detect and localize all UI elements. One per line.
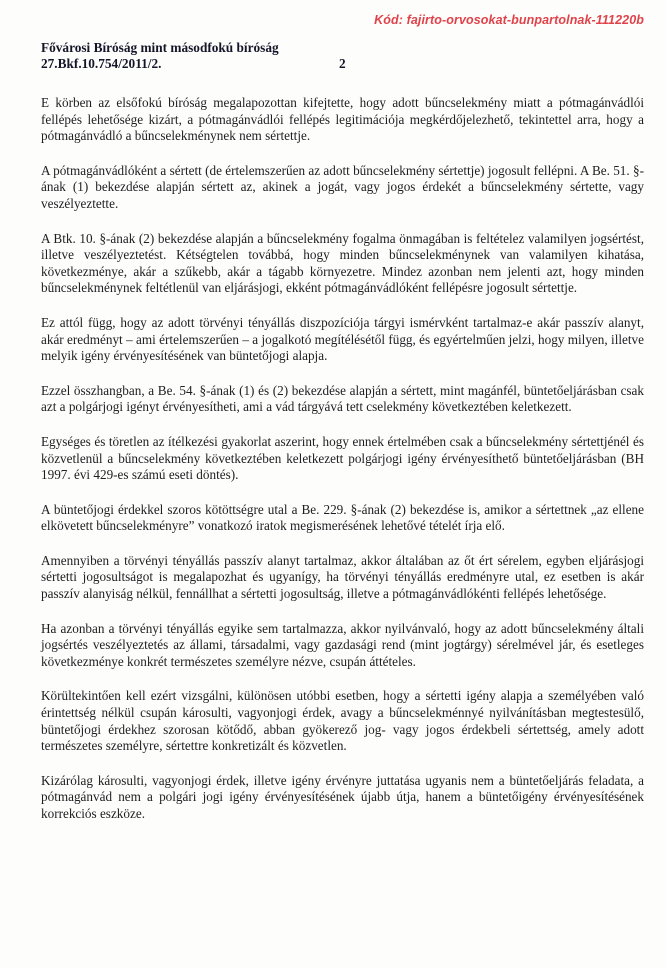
document-code-label: Kód: fajirto-orvosokat-bunpartolnak-111220b — [374, 13, 644, 27]
paragraph-8: Amennyiben a törvényi tényállás passzív alanyt tartalmaz, akkor általában az őt ért sérelem, egyben eljárásjogi sértetti jogosultságot is megalapozhat és ugyanígy, ha törvényi tényállás eredményre utal, ez esetben is akár passzív alanyiság nélkül, fennállhat a sértetti jogosultság, illetve a pótmagánvádlókénti fellépés lehetősége. — [41, 552, 644, 602]
page-number: 2 — [339, 56, 346, 71]
paragraph-10: Körültekintően kell ezért vizsgálni, különösen utóbbi esetben, hogy a sértetti igény alapja a személyében való érintettség nélkül csupán károsulti, vagyonjogi érdek, avagy a bűncselekménnyé nyilvánításban megtestesülő, büntetőjogi érdekhez szorosan kötődő, abban gyökerező jog- vagy jogos érdekbeli sértettség, amely adott természetes személyre, sértettre konkretizált és közvetlen. — [41, 688, 644, 754]
paragraph-6: Egységes és töretlen az ítélkezési gyakorlat aszerint, hogy ennek értelmében csak a bűncselekmény sértettjénél és közvetlenül a bűncselekmény következtében keletkezett polgárjogi igény érvényesíthető büntetőeljárásban (BH 1997. évi 429-es számú eseti döntés). — [41, 433, 644, 483]
document-header — [41, 40, 279, 72]
paragraph-5: Ezzel összhangban, a Be. 54. §-ának (1) és (2) bekezdése alapján a sértett, mint magánfél, büntetőeljárásban csak azt a polgárjogi igényt érvényesítheti, ami a vád tárgyává tett cselekmény következtében keletkezett. — [41, 382, 644, 415]
paragraph-11: Kizárólag károsulti, vagyonjogi érdek, illetve igény érvényre juttatása ugyanis nem a büntetőeljárás feladata, a pótmagánvád nem a polgári jogi igény érvényesítésének újabb útja, hanem a büntetőigény érvényesítésének korrekciós eszköze. — [41, 772, 644, 821]
paragraph-3: A Btk. 10. §-ának (2) bekezdése alapján a bűncselekmény fogalma önmagában is feltételez valamilyen jogsértést, illetve veszélyeztetést. Kétségtelen továbbá, hogy minden bűncselekménynek van valamilyen kihatása, következménye, akár a szűkebb, akár a tágabb környezetre. Mindez azonban nem jelenti azt, hogy minden bűncselekménynek feltétlenül van eljárásjogi, ekként pótmagánvádlóként fellépésre jogosult sértettje. — [41, 230, 644, 296]
paragraph-9: Ha azonban a törvényi tényállás egyike sem tartalmazza, akkor nyilvánvaló, hogy az adott bűncselekmény általi jogsértés veszélyeztetés az állami, társadalmi, vagy gazdasági rend (mint jogtárgy) sérelmével jár, és esetleges következménye konkrét természetes személyre nézve, csupán áttételes. — [41, 620, 644, 669]
paragraph-4: Ez attól függ, hogy az adott törvényi tényállás diszpozíciója tárgyi ismérvként tartalmaz-e akár passzív alanyt, akár eredményt – ami értelemszerűen – a jogalkotó megítélésétől függ, és egyértelműen jelzi, hogy milyen, illetve melyik igény érvényesítésének van büntetőjogi alapja. — [41, 314, 644, 364]
paragraph-7: A büntetőjogi érdekkel szoros kötöttségre utal a Be. 229. §-ának (2) bekezdése is, amikor a sértettnek „az ellene elkövetett bűncselekményre” vonatkozó iratok megismerésének lehetővé tételét írja elő. — [41, 501, 644, 534]
document-body — [41, 95, 644, 836]
paragraph-2: A pótmagánvádlóként a sértett (de értelemszerűen az adott bűncselekmény sértettje) jogosult fellépni. A Be. 51. §-ának (1) bekezdése alapján sértett az, akinek a jogát, vagy jogos érdekét a bűncselekmény sértette, vagy veszélyeztette. — [41, 162, 644, 211]
court-name: Fővárosi Bíróság mint másodfokú bíróság — [41, 40, 279, 55]
case-number: 27.Bkf.10.754/2011/2. — [41, 56, 162, 71]
paragraph-1: E körben az elsőfokú bíróság megalapozottan kifejtette, hogy adott bűncselekmény miatt a pótmagánvádlói fellépés lehetősége kizárt, a pótmagánvádlói fellépés legitimációja megkérdőjelezhető, tekintettel arra, hogy a pótmagánvádló a bűncselekménynek nem sértettje. — [41, 95, 644, 144]
